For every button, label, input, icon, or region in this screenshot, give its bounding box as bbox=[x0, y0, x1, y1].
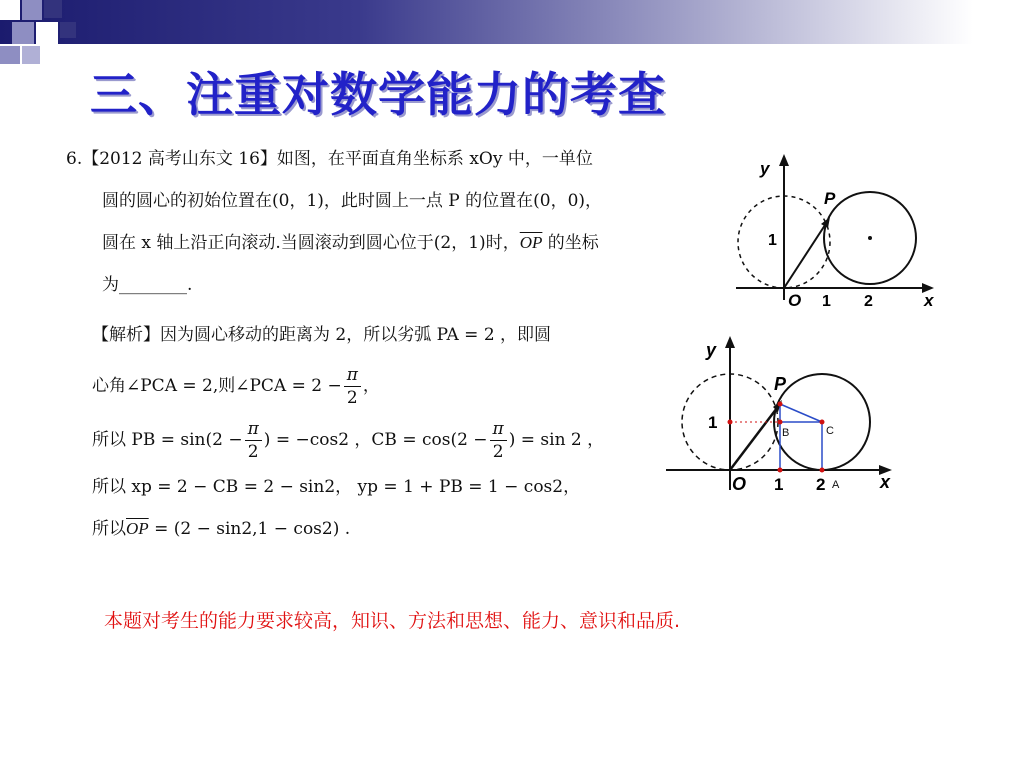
problem-line-3-tail: 的坐标 bbox=[542, 233, 599, 253]
solution-line-3-c: ) = sin 2 ， bbox=[508, 430, 605, 450]
solution-line-2 bbox=[92, 362, 380, 410]
tick-y-1: 1 bbox=[768, 232, 777, 249]
tick-x-1: 1 bbox=[774, 475, 784, 494]
deco-square bbox=[0, 0, 20, 20]
point-b-label: B bbox=[782, 427, 790, 439]
deco-square bbox=[22, 0, 42, 20]
solution-line-4: 所以 xp = 2 − CB = 2 − sin2， yp = 1 + PB = 1 − cos2， bbox=[92, 477, 581, 497]
fraction-pi-over-2 bbox=[245, 418, 262, 463]
deco-square bbox=[0, 46, 20, 64]
origin-label: O bbox=[732, 474, 747, 494]
solution-line-5 bbox=[92, 518, 350, 540]
solution-line-2-text: 心角∠PCA = 2,则∠PCA = 2 − bbox=[92, 376, 342, 396]
solution-figure bbox=[662, 330, 898, 498]
y-label: y bbox=[706, 340, 717, 360]
vector-arrowhead bbox=[821, 217, 830, 228]
tick-x-2: 2 bbox=[864, 293, 873, 310]
point-p-label: P bbox=[824, 189, 836, 208]
segment-pc bbox=[780, 404, 822, 422]
solution-line-2-tail: ， bbox=[362, 376, 380, 396]
point-c bbox=[820, 420, 825, 425]
problem-line-3 bbox=[102, 232, 599, 254]
solution-line-3-b: ) = −cos2 ，CB = cos(2 − bbox=[263, 430, 488, 450]
solution-line-5-text: 所以 bbox=[92, 519, 126, 539]
point-p bbox=[778, 402, 783, 407]
solution-line-5-tail: = (2 − sin2,1 − cos2) . bbox=[148, 519, 351, 539]
deco-square bbox=[44, 0, 62, 18]
point-c-label: C bbox=[826, 425, 834, 437]
problem-line-3-text: 圆在 x 轴上沿正向滚动.当圆滚动到圆心位于(2，1)时， bbox=[102, 233, 520, 253]
fraction-pi-over-2 bbox=[490, 418, 507, 463]
x-label: x bbox=[880, 472, 891, 492]
y-axis-arrow bbox=[779, 154, 789, 166]
fraction-numerator: π bbox=[245, 418, 262, 441]
fraction-denominator: 2 bbox=[346, 387, 358, 408]
fraction-pi-over-2 bbox=[344, 364, 361, 409]
fraction-denominator: 2 bbox=[492, 441, 504, 462]
y-label: y bbox=[760, 159, 770, 178]
problem-line-1: 6.【2012 高考山东文 16】如图，在平面直角坐标系 xOy 中，一单位 bbox=[66, 149, 593, 169]
point-x1 bbox=[778, 468, 783, 473]
summary-note: 本题对考生的能力要求较高，知识、方法和思想、能力、意识和品质. bbox=[104, 610, 681, 632]
vector-op: $\overline{OP}$ bbox=[126, 519, 149, 538]
point-p-label: P bbox=[774, 374, 787, 394]
vector-op: $\overline{OP}$ bbox=[519, 233, 543, 252]
deco-square bbox=[12, 22, 34, 44]
vector-op-line bbox=[730, 404, 780, 470]
tick-x-1: 1 bbox=[822, 293, 831, 310]
center-point bbox=[868, 236, 872, 240]
solution-line-3 bbox=[92, 416, 604, 464]
tick-y-1: 1 bbox=[708, 413, 718, 432]
header-bar bbox=[0, 0, 1024, 44]
tick-x-2: 2 bbox=[816, 475, 826, 494]
deco-square bbox=[60, 22, 76, 38]
solution-line-3-a: 所以 PB = sin(2 − bbox=[92, 430, 243, 450]
deco-square bbox=[22, 46, 40, 64]
problem-line-2: 圆的圆心的初始位置在(0，1)，此时圆上一点 P 的位置在(0，0)， bbox=[102, 191, 603, 211]
problem-line-4: 为________. bbox=[102, 275, 193, 295]
point-a-label: A bbox=[832, 479, 840, 491]
fraction-numerator: π bbox=[344, 364, 361, 387]
slide-title: 三、注重对数学能力的考查 bbox=[90, 68, 666, 123]
x-label: x bbox=[924, 291, 934, 310]
solution-line-1: 【解析】因为圆心移动的距离为 2，所以劣弧 PA = 2 ，即圆 bbox=[92, 325, 552, 345]
origin-label: O bbox=[788, 291, 802, 310]
point-y1 bbox=[728, 420, 733, 425]
point-b bbox=[778, 420, 783, 425]
fraction-denominator: 2 bbox=[247, 441, 259, 462]
fraction-numerator: π bbox=[490, 418, 507, 441]
point-a bbox=[820, 468, 825, 473]
rolling-circle-figure bbox=[730, 150, 938, 312]
deco-square bbox=[36, 22, 58, 44]
vector-op-line bbox=[784, 222, 827, 288]
y-axis-arrow bbox=[725, 336, 735, 348]
